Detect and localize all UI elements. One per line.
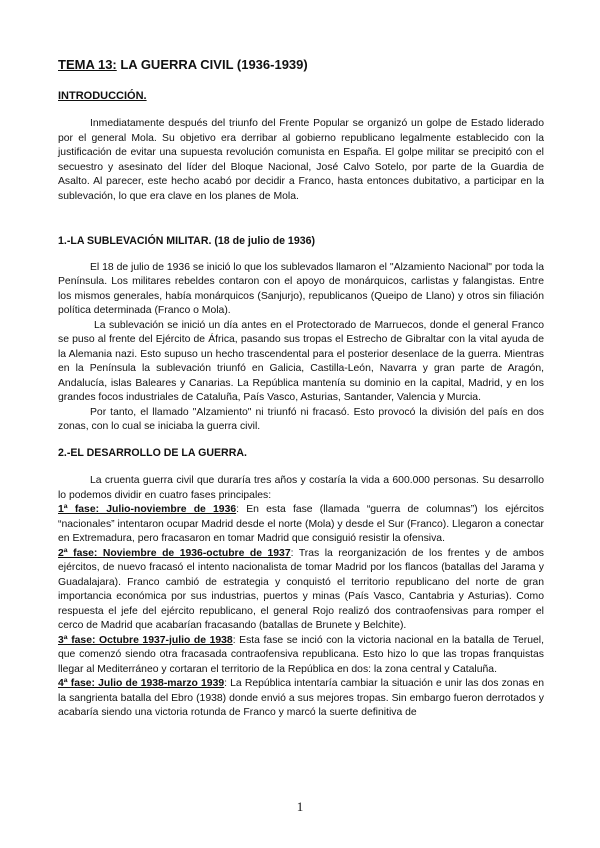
- page-number: 1: [296, 799, 304, 814]
- phase-4-label: 4ª fase: Julio de 1938-marzo 1939: [58, 678, 225, 689]
- phase-1-label: 1ª fase: Julio-noviembre de 1936: [58, 504, 237, 515]
- phase-2: [58, 547, 544, 634]
- section-1-paragraph-2: La sublevación se inició un día antes en el Protectorado de Marruecos, donde el general Franco se puso al frente del Ejército de África, pasando sus tropas el Estrecho de Gibraltar con la vital ayuda de la Alemania nazi. Esto supuso un hecho trascendental para el posterior desenlace de la guerra. Mientras en la Península la sublevación triunfó en Galicia, Castilla-León, Navarra y gran parte de Aragón, Andalucía, islas Baleares y Canarias. La República mantenía su dominio en la capital, Madrid, y en los grandes focos industriales de Cataluña, País Vasco, Asturias, Santander, Valencia y Murcia.: [58, 319, 544, 403]
- title-prefix: TEMA 13:: [58, 57, 117, 72]
- phase-3-label: 3ª fase: Octubre 1937-julio de 1938: [58, 634, 233, 646]
- phase-1-text: : En esta fase (llamada “guerra de columnas”) los ejércitos “nacionales” intentaron ocupar Madrid desde el norte (Mola) y desde el Sur (Franco). Llegaron a conectar en Extremadura, pero fracasaron en tomar Madrid que consiguió resistir la ofensiva.: [58, 504, 544, 544]
- phase-1: [58, 503, 544, 547]
- intro-heading: INTRODUCCIÓN.: [58, 89, 147, 102]
- phase-3: [58, 634, 544, 678]
- title-text: LA GUERRA CIVIL (1936-1939): [116, 57, 308, 72]
- intro-paragraph: Inmediatamente después del triunfo del Frente Popular se organizó un golpe de Estado liderado por el general Mola. Su objetivo era derribar al gobierno republicano legalmente establecido con la justificación de evitar una supuesta revolución comunista en España. El golpe militar se precipitó con el secuestro y asesinato del líder del Bloque Nacional, José Calvo Sotelo, por parte de la Guardia de Asalto. Al parecer, este hecho acabó por decidir a Franco, hasta entonces dubitativo, a participar en la sublevación, lo que era clave en los planes de Mola.: [58, 118, 544, 202]
- phase-4: [58, 677, 544, 721]
- section-1-title: 1.-LA SUBLEVACIÓN MILITAR. (18 de julio de 1936): [58, 235, 316, 247]
- section-1-paragraph-1: El 18 de julio de 1936 se inició lo que los sublevados llamaron el "Alzamiento Nacional" por toda la Península. Los militares rebeldes contaron con el apoyo de monárquicos, carlistas y falangistas. Entre los mismos generales, había monárquicos (Sanjurjo), republicanos (Queipo de Llano) y otros sin filiación política determinada (Franco o Mola).: [58, 261, 544, 316]
- document-body: [58, 58, 544, 721]
- page-title: [58, 58, 544, 73]
- phase-2-text: : Tras la reorganización de los frentes y de ambos ejércitos, de nuevo fracasó el intento nacionalista de tomar Madrid por los flancos (batallas del Jarama y Guadalajara). Franco cambió de estrategia y conquistó el territorio republicano del norte de gran importancia económica por sus industrias, puertos y minas (País Vasco, Cantabria y Asturias). Como respuesta el jefe del ejército republicano, el general Rojo realizó dos contraofensivas para romper el cerco de Madrid que acabarían fracasando (batallas de Brunete y Belchite).: [58, 547, 544, 631]
- phase-3-text: : Esta fase se inció con la victoria nacional en la batalla de Teruel, que comenzó siendo otra fracasada contraofensiva republicana. Esto hizo lo que las tropas franquistas llegar al Mediterráneo y cortaran el territorio de la República en dos: la zona central y Cataluña.: [58, 634, 544, 675]
- phase-4-text: : La República intentaría cambiar la situación e unir las dos zonas en la sangrienta batalla del Ebro (1938) donde envió a sus mejores tropas. Sin embargo fueron derrotados y acabaría siendo una victoria rotunda de Franco y marcó la suerte definitiva de: [58, 678, 544, 718]
- section-2-title: 2.-EL DESARROLLO DE LA GUERRA.: [58, 446, 247, 459]
- section-2-intro: La cruenta guerra civil que duraría tres años y costaría la vida a 600.000 personas. Su desarrollo lo podemos dividir en cuatro fases principales:: [58, 475, 544, 501]
- phase-2-label: 2ª fase: Noviembre de 1936-octubre de 1937: [58, 547, 291, 559]
- section-1-paragraph-3: Por tanto, el llamado "Alzamiento" ni triunfó ni fracasó. Esto provocó la división del país en dos zonas, con lo cual se iniciaba la guerra civil.: [58, 406, 544, 432]
